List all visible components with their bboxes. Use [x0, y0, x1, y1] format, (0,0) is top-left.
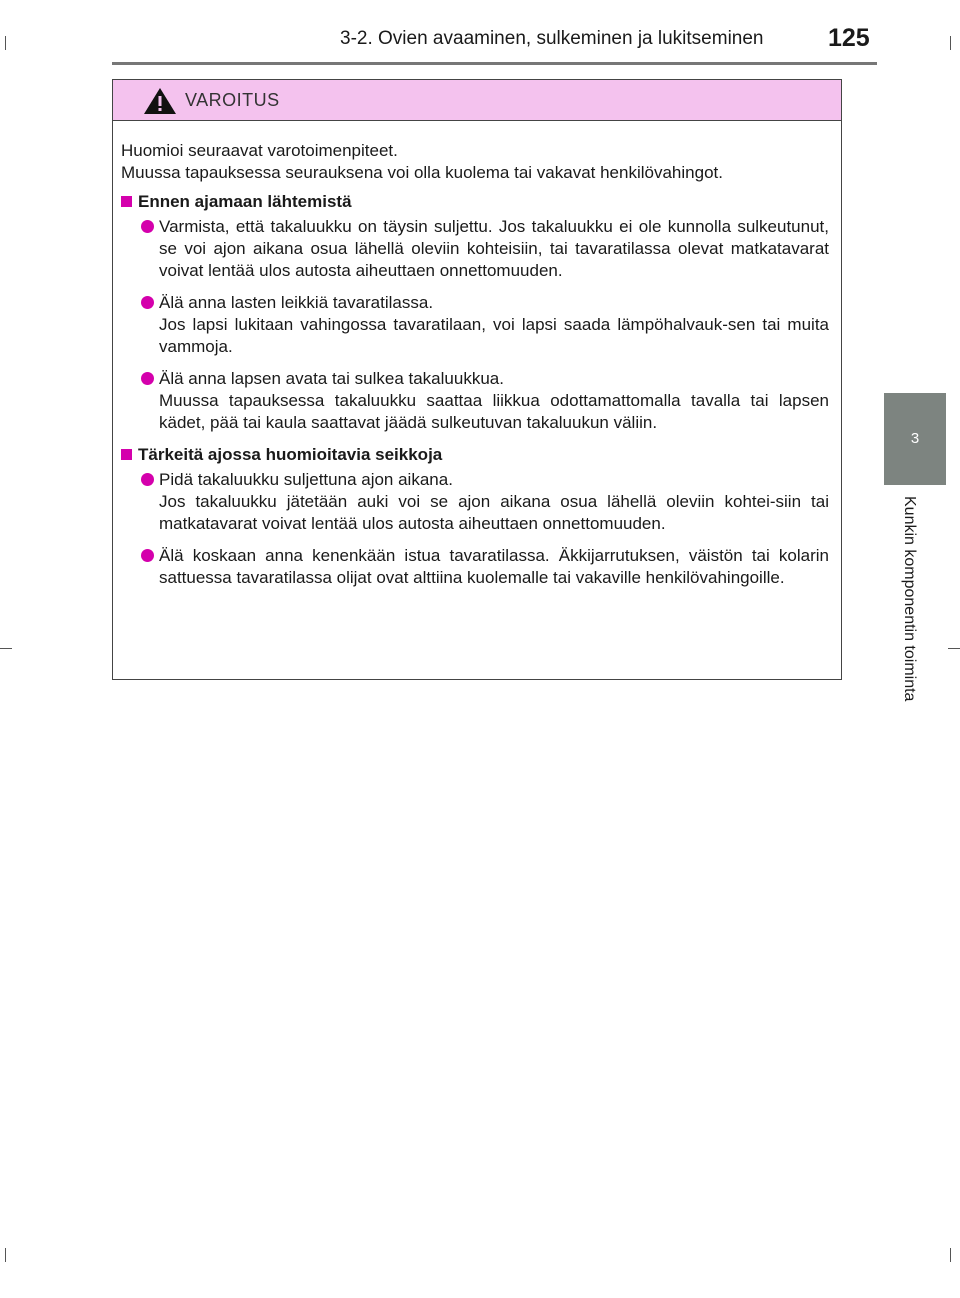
bullet-text: Älä anna lasten leikkiä tavaratilassa.: [159, 293, 434, 312]
list-item: [121, 368, 829, 434]
bullet-text: Varmista, että takaluukku on täysin suljettu. Jos takaluukku ei ole kunnolla sulkeutunut, se voi ajon aikana osua lähellä oleviin kohteisiin, tai tavaratilassa olevat matkatavarat voivat lentää ulos autosta aiheuttaen onnettomuuden.: [159, 217, 829, 280]
warning-box: [112, 79, 842, 680]
intro-line: Muussa tapauksessa seurauksena voi olla kuolema tai vakavat henkilövahingot.: [121, 163, 723, 182]
chapter-tab: 3: [884, 393, 946, 485]
warning-header: [113, 80, 841, 121]
list-item: [121, 469, 829, 535]
page-number: 125: [828, 24, 870, 52]
section-heading-text: Tärkeitä ajossa huomioitavia seikkoja: [138, 445, 443, 464]
list-item: [121, 216, 829, 282]
intro-line: Huomioi seuraavat varotoimenpiteet.: [121, 141, 398, 160]
bullet-text: Jos lapsi lukitaan vahingossa tavaratilaan, voi lapsi saada lämpöhalvauk-sen tai muita vammoja.: [159, 315, 829, 356]
round-bullet-icon: [141, 220, 154, 233]
crop-mark: [5, 1248, 6, 1262]
section-title: 3-2. Ovien avaaminen, sulkeminen ja lukitseminen: [340, 28, 764, 49]
header-divider: [112, 62, 877, 65]
round-bullet-icon: [141, 372, 154, 385]
bullet-text: Älä anna lapsen avata tai sulkea takaluukkua.: [159, 369, 504, 388]
warning-triangle-icon: [143, 87, 177, 115]
list-item: [121, 545, 829, 589]
section-heading: [121, 444, 829, 466]
list-item: [121, 292, 829, 358]
round-bullet-icon: [141, 473, 154, 486]
square-bullet-icon: [121, 449, 132, 460]
round-bullet-icon: [141, 549, 154, 562]
crop-mark: [950, 1248, 951, 1262]
section-heading-text: Ennen ajamaan lähtemistä: [138, 192, 352, 211]
chapter-label: Kunkin komponentin toiminta: [901, 496, 918, 702]
bullet-text: Pidä takaluukku suljettuna ajon aikana.: [159, 470, 453, 489]
warning-title: VAROITUS: [185, 90, 280, 110]
square-bullet-icon: [121, 196, 132, 207]
bullet-text: Älä koskaan anna kenenkään istua tavaratilassa. Äkkijarrutuksen, väistön tai kolarin sattuessa tavaratilassa olijat ovat alttiina kuolemalle tai vakaville henkilövahingoille.: [159, 546, 829, 587]
round-bullet-icon: [141, 296, 154, 309]
crop-mark: [0, 648, 12, 649]
section-heading: [121, 191, 829, 213]
crop-mark: [5, 36, 6, 50]
bullet-text: Jos takaluukku jätetään auki voi se ajon aikana osua lähellä oleviin kohtei-siin tai matkatavarat voivat lentää ulos autosta aiheuttaen onnettomuuden.: [159, 492, 829, 533]
warning-body: [113, 121, 841, 589]
intro-text: [121, 140, 829, 184]
crop-mark: [948, 648, 960, 649]
crop-mark: [950, 36, 951, 50]
bullet-text: Muussa tapauksessa takaluukku saattaa liikkua odottamattomalla tavalla tai lapsen kädet, pää tai kaula saattavat jäädä sulkeutuvan takaluukun väliin.: [159, 391, 829, 432]
